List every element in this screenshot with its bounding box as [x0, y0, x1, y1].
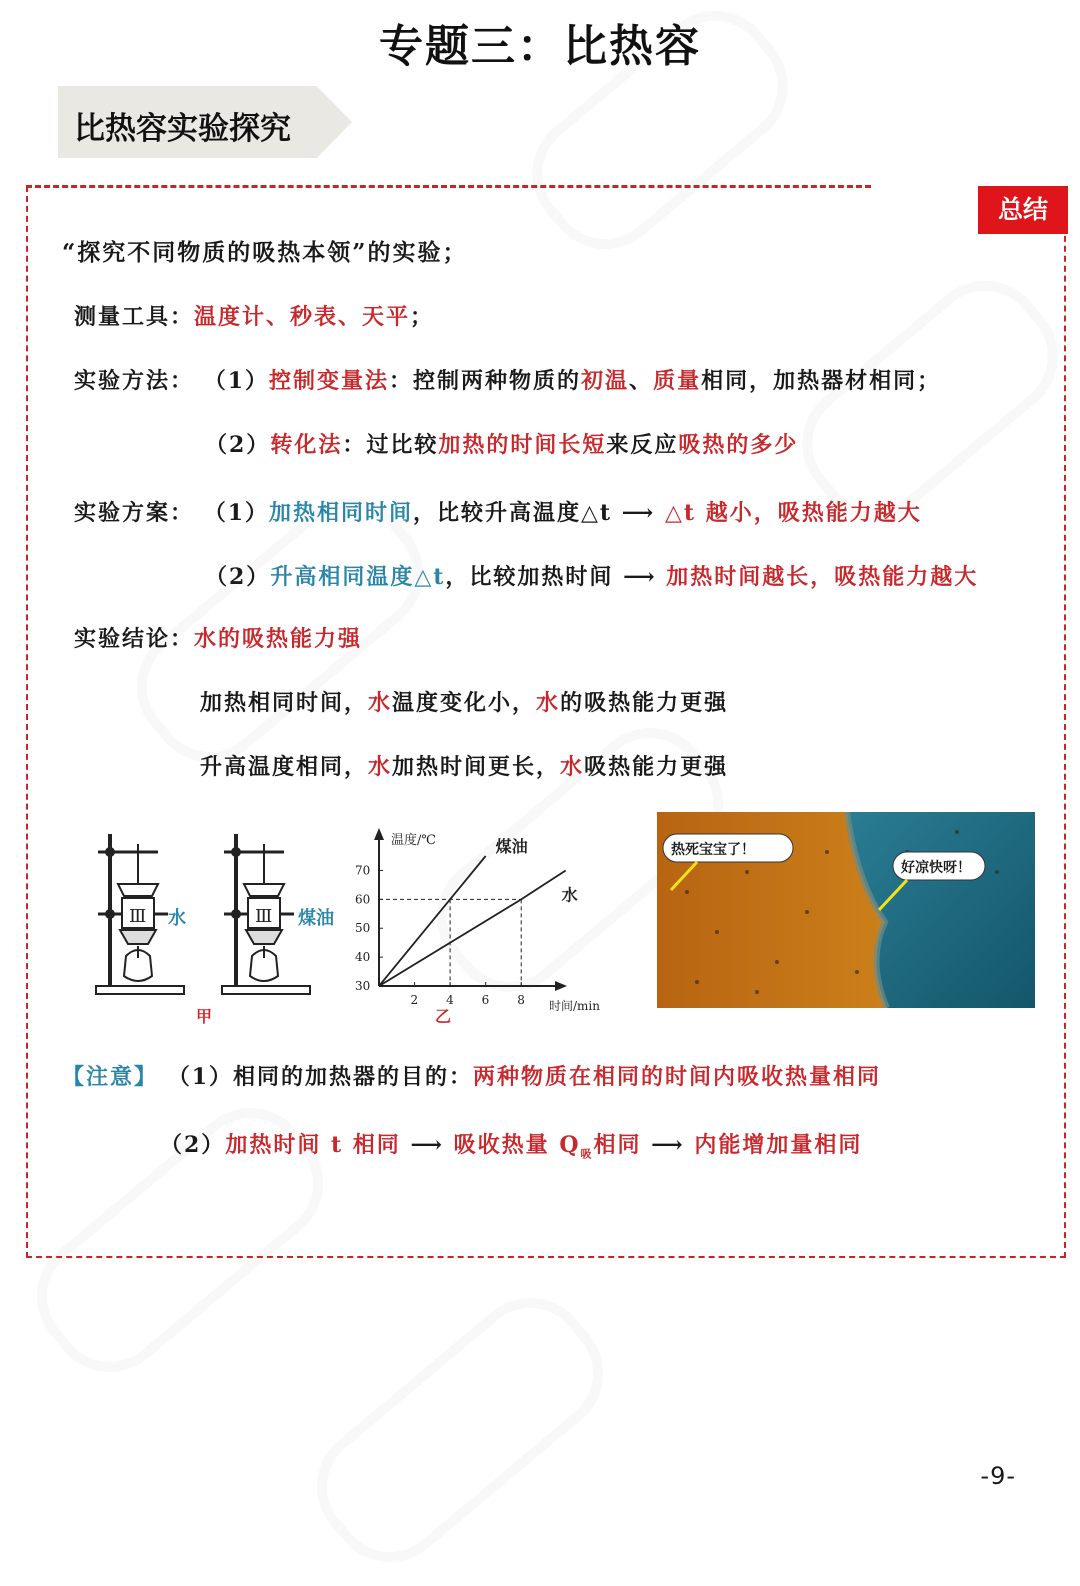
y-tick-label: 60: [355, 892, 371, 907]
plan-item2-num: （2）: [205, 564, 271, 590]
series-line-1: [379, 870, 566, 986]
method-item1-a: 初温: [581, 368, 630, 394]
note-line-2: [160, 1130, 862, 1169]
summary-frame: [26, 186, 1066, 1258]
y-tick-label: 70: [355, 863, 371, 878]
plan-item1-result: △t 越小，吸热能力越大: [664, 500, 922, 526]
conclusion1-water-2: 水: [536, 690, 561, 716]
y-tick-label: 50: [355, 921, 371, 936]
note-line-1: [62, 1062, 881, 1092]
method-item1-name: 控制变量法: [269, 368, 390, 394]
conclusion1-water: 水: [368, 690, 393, 716]
method-item1-b: 质量: [653, 368, 702, 394]
x-axis-arrow: [555, 981, 567, 991]
intro-text: [62, 238, 467, 268]
tools-value: 温度计、秒表、天平: [194, 304, 411, 330]
conclusion2-b: 加热时间更长，: [392, 754, 561, 780]
temperature-chart: [345, 826, 605, 1026]
y-axis-label: 温度/℃: [391, 833, 436, 848]
method-item1-colon: ：控制两种物质的: [389, 368, 582, 394]
apparatus-oil: [222, 834, 310, 994]
tools-end: ；: [410, 304, 435, 330]
x-tick-label: 6: [481, 993, 490, 1007]
plan-item2-mid: ，比较加热时间 ⟶: [445, 564, 667, 590]
conclusion2-c: 吸热能力更强: [584, 754, 729, 780]
series-label-0: 煤油: [495, 837, 528, 856]
note-item2-b2: 相同: [593, 1132, 642, 1158]
note-arrow-1: ⟶: [400, 1132, 454, 1158]
plan-item2-result: 加热时间越长，吸热能力越大: [666, 564, 979, 590]
y-axis-arrow: [374, 828, 384, 840]
conclusion2-a: 升高温度相同，: [200, 754, 369, 780]
plan-item2-cond: 升高相同温度△t: [270, 564, 446, 590]
method-line-1: [74, 366, 941, 396]
method-item2-b: 吸热的多少: [678, 432, 799, 458]
note-item1-text: 相同的加热器的目的：: [233, 1064, 474, 1090]
x-axis-label: 时间/min: [549, 999, 600, 1013]
method-item2-num: （2）: [205, 432, 271, 458]
method-item1-num: （1）: [203, 368, 269, 394]
plan-item1-cond: 加热相同时间: [269, 500, 414, 526]
tools-line: [74, 302, 434, 332]
speech-bubble-cool: 好凉快呀！: [901, 860, 971, 876]
method-item2-colon: ：过比较: [342, 432, 439, 458]
conclusion-line: [74, 624, 362, 654]
x-tick-label: 8: [517, 993, 525, 1007]
conclusion1-c: 的吸热能力更强: [560, 690, 729, 716]
conclusion-line-1: [200, 688, 728, 718]
conclusion2-water-2: 水: [560, 754, 585, 780]
x-tick-label: 4: [446, 993, 454, 1007]
note-item2-a: 加热时间 t 相同: [225, 1132, 401, 1158]
method-label: 实验方法：: [74, 368, 195, 394]
speech-bubble-hot: 热死宝宝了！: [671, 842, 755, 858]
method-item2-a: 加热的时间长短: [438, 432, 607, 458]
y-tick-label: 40: [355, 950, 371, 965]
method-item1-rest: 相同，加热器材相同；: [701, 368, 942, 394]
note-item2-num: （2）: [160, 1132, 226, 1158]
series-line-0: [379, 856, 486, 986]
plan-line-1: [74, 498, 922, 528]
conclusion1-a: 加热相同时间，: [200, 690, 369, 716]
conclusion-line-2: [200, 752, 728, 782]
figure-label-yi: 乙: [435, 1007, 452, 1026]
method-item2-mid: 来反应: [606, 432, 679, 458]
apparatus-water-label: 水: [168, 908, 186, 929]
svg-text:Ⅲ: Ⅲ: [255, 906, 273, 927]
page-number: -9-: [980, 1462, 1016, 1490]
note-arrow-2: ⟶: [641, 1132, 695, 1158]
section-label: 比热容实验探究: [74, 111, 291, 147]
conclusion1-b: 温度变化小，: [392, 690, 537, 716]
x-tick-label: 2: [410, 993, 419, 1007]
note-item2-b1: 吸收热量 Q: [453, 1132, 581, 1158]
apparatus-figure: [88, 826, 371, 1026]
plan-label: 实验方案：: [74, 500, 195, 526]
note-item2-sub: 吸: [580, 1147, 594, 1161]
intro-label: “探究不同物质的吸热本领”的实验；: [62, 239, 468, 266]
method-line-2: [205, 430, 798, 460]
page-title: 专题三：比热容: [379, 21, 701, 72]
svg-text:Ⅲ: Ⅲ: [129, 906, 147, 927]
watermark-shape: [292, 1274, 627, 1586]
conclusion2-water: 水: [368, 754, 393, 780]
note-label: 【注意】: [62, 1064, 159, 1090]
plan-item1-num: （1）: [203, 500, 269, 526]
figure-label-jia: 甲: [196, 1007, 213, 1026]
note-item2-c: 内能增加量相同: [694, 1132, 863, 1158]
apparatus-oil-label: 煤油: [298, 908, 334, 929]
beach-photo: [657, 812, 1035, 1008]
y-tick-label: 30: [355, 979, 371, 993]
method-item1-sep: 、: [629, 368, 654, 394]
plan-line-2: [205, 562, 978, 592]
note-item1-value: 两种物质在相同的时间内吸收热量相同: [473, 1064, 882, 1090]
series-label-1: 水: [561, 885, 578, 905]
conclusion-label: 实验结论：: [74, 626, 195, 652]
conclusion-value: 水的吸热能力强: [194, 626, 363, 652]
method-item2-name: 转化法: [270, 432, 343, 458]
summary-badge: 总结: [978, 186, 1068, 234]
note-item1-num: （1）: [167, 1064, 233, 1090]
plan-item1-mid: ，比较升高温度△t ⟶: [413, 500, 665, 526]
tools-label: 测量工具：: [74, 304, 195, 330]
